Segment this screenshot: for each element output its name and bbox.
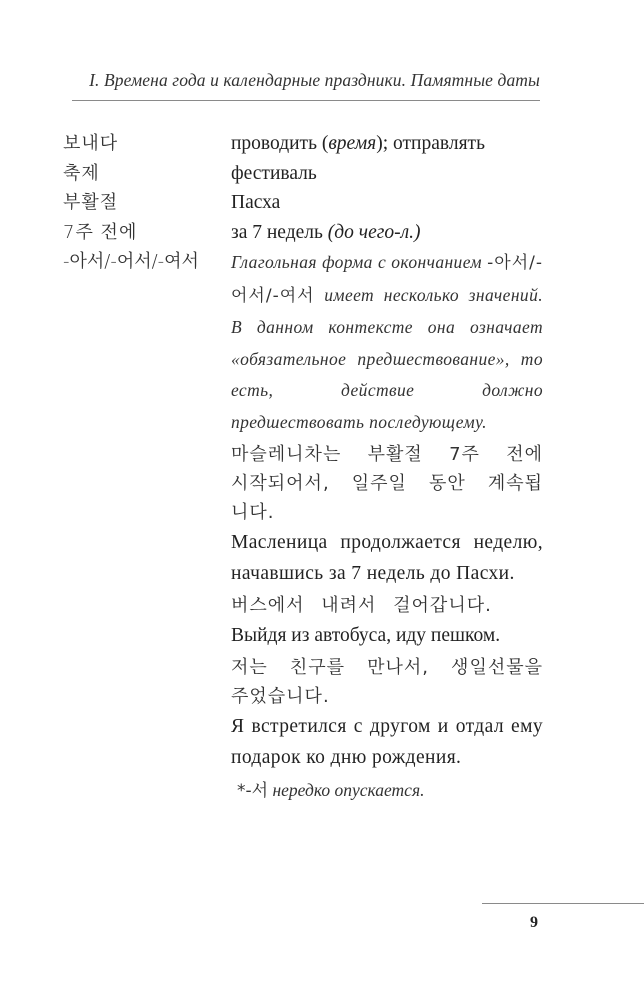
example-russian: Выйдя из автобуса, иду пешком.	[231, 625, 501, 646]
footer-divider	[482, 903, 644, 904]
example-russian: Масленица продолжается неделю, начавшись за 7 недель до Пасхи.	[231, 532, 543, 584]
example-russian: Я встретился с другом и отдал ему подарок ко дню рождения.	[231, 716, 543, 768]
example-korean: 버스에서 내려서 걸어갑니다.	[231, 595, 492, 616]
example-korean: 저는 친구를 만나서, 생일선물을 주었습니다.	[231, 657, 543, 707]
korean-term: 7주 전에	[63, 221, 138, 243]
page-number: 9	[530, 914, 538, 931]
running-head: I. Времена года и календарные праздники. Памятные даты	[89, 70, 540, 90]
vocabulary-glossary	[63, 129, 543, 806]
glossary-entry	[63, 247, 543, 806]
glossary-entry	[63, 218, 543, 248]
russian-definition: за 7 недель (до чего-л.)	[231, 221, 421, 243]
korean-term: 부활절	[63, 192, 119, 213]
russian-definition: Пасха	[231, 192, 281, 213]
grammar-note: Глагольная форма с окончанием -아서/-어서/-여서 имеет несколько значений. В данном контексте она означает «обязательное предшествование», то есть, действие должно предшествовать последующему.	[231, 252, 543, 432]
korean-term: -아서/-어서/-여서	[63, 251, 199, 272]
korean-term: 축제	[63, 162, 100, 184]
glossary-entry	[63, 188, 543, 218]
header-divider	[72, 100, 540, 101]
korean-term: 보내다	[63, 133, 119, 154]
glossary-entry	[63, 129, 543, 159]
russian-definition: проводить (время); отправлять	[231, 133, 485, 154]
example-korean: 마슬레니차는 부활절 7주 전에 시작되어서, 일주일 동안 계속됩니다.	[231, 444, 543, 523]
footnote: *-서 нередко опускается.	[237, 780, 425, 801]
russian-definition: фестиваль	[231, 162, 317, 184]
grammar-explanation	[231, 247, 543, 806]
glossary-entry	[63, 159, 543, 189]
